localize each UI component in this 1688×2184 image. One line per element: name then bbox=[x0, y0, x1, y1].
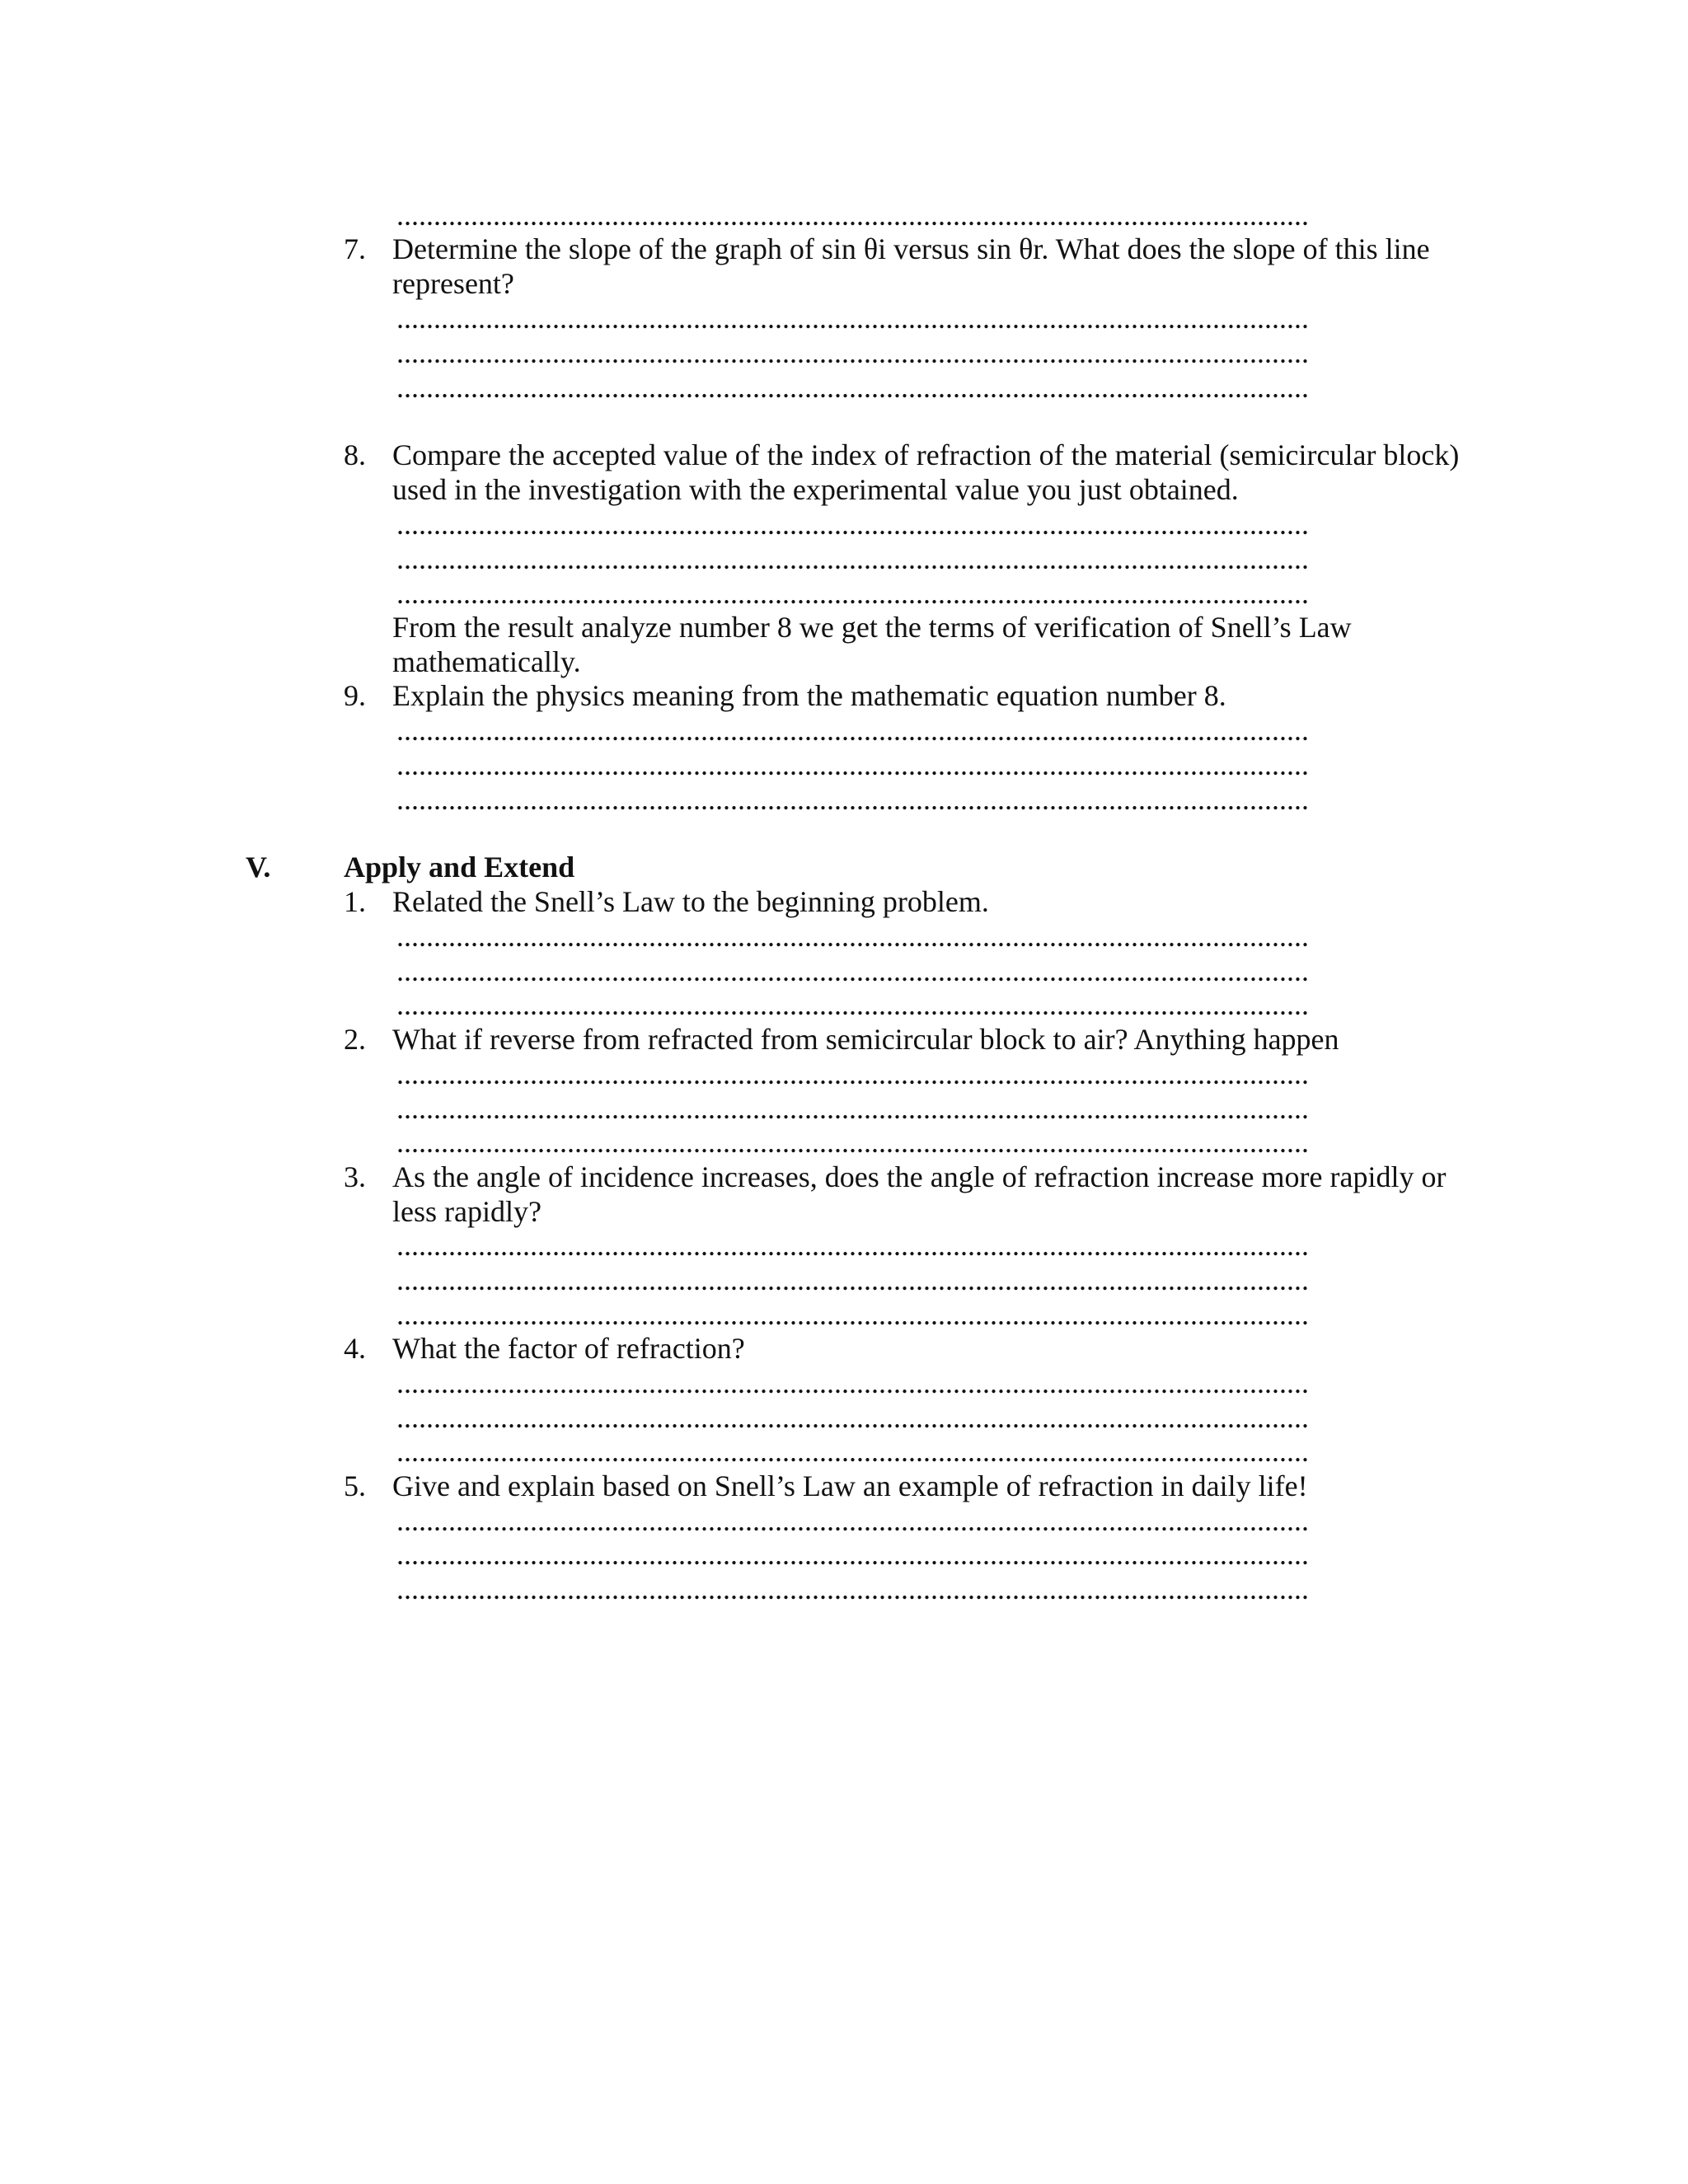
question-text: Give and explain based on Snell’s Law an example of refraction in daily life! bbox=[392, 1469, 1308, 1502]
question-number: 5. bbox=[344, 1469, 366, 1502]
answer-line: ........................................................................................................................... bbox=[396, 1504, 1309, 1537]
question-text: As the angle of incidence increases, does the angle of refraction increase more rapidly or bbox=[392, 1160, 1447, 1193]
verification-note-cont: mathematically. bbox=[392, 645, 581, 678]
answer-line: ........................................................................................................................... bbox=[396, 920, 1309, 953]
section-heading: Apply and Extend bbox=[344, 851, 575, 883]
question-9-number: 9. bbox=[344, 679, 366, 712]
question-text: What if reverse from refracted from semicircular block to air? Anything happen bbox=[392, 1023, 1339, 1056]
answer-line: ........................................................................................................................... bbox=[396, 1538, 1309, 1571]
answer-line: ........................................................................................................................... bbox=[396, 336, 1309, 369]
answer-line: ........................................................................................................................... bbox=[396, 1572, 1309, 1605]
question-7-text: Determine the slope of the graph of sin θi versus sin θr. What does the slope of this line bbox=[392, 232, 1430, 265]
question-8-text-cont: used in the investigation with the experimental value you just obtained. bbox=[392, 473, 1239, 506]
question-7-number: 7. bbox=[344, 232, 366, 265]
answer-line: ........................................................................................................................... bbox=[396, 1092, 1309, 1125]
answer-line: ........................................................................................................................... bbox=[396, 1229, 1309, 1262]
answer-line: ........................................................................................................................... bbox=[396, 748, 1309, 781]
question-number: 3. bbox=[344, 1160, 366, 1193]
answer-line: ........................................................................................................................... bbox=[396, 577, 1309, 610]
answer-line: ........................................................................................................................... bbox=[396, 1401, 1309, 1434]
answer-line: ........................................................................................................................... bbox=[396, 1435, 1309, 1468]
answer-line: ........................................................................................................................... bbox=[396, 199, 1309, 232]
verification-note: From the result analyze number 8 we get the terms of verification of Snell’s Law bbox=[392, 611, 1352, 644]
answer-line: ........................................................................................................................... bbox=[396, 783, 1309, 816]
question-8-text: Compare the accepted value of the index of refraction of the material (semicircular block) bbox=[392, 438, 1460, 471]
question-7-text-cont: represent? bbox=[392, 267, 514, 300]
answer-line: ........................................................................................................................... bbox=[396, 508, 1309, 541]
answer-line: ........................................................................................................................... bbox=[396, 1263, 1309, 1296]
answer-line: ........................................................................................................................... bbox=[396, 302, 1309, 335]
question-text: What the factor of refraction? bbox=[392, 1332, 745, 1365]
answer-line: ........................................................................................................................... bbox=[396, 1126, 1309, 1159]
question-8-number: 8. bbox=[344, 438, 366, 471]
question-text-cont: less rapidly? bbox=[392, 1195, 542, 1228]
answer-line: ........................................................................................................................... bbox=[396, 1366, 1309, 1399]
question-number: 4. bbox=[344, 1332, 366, 1365]
question-9-text: Explain the physics meaning from the mathematic equation number 8. bbox=[392, 679, 1226, 712]
answer-line: ........................................................................................................................... bbox=[396, 371, 1309, 404]
question-text: Related the Snell’s Law to the beginning problem. bbox=[392, 885, 989, 918]
section-numeral: V. bbox=[246, 851, 271, 883]
question-number: 1. bbox=[344, 885, 366, 918]
answer-line: ........................................................................................................................... bbox=[396, 954, 1309, 987]
answer-line: ........................................................................................................................... bbox=[396, 1057, 1309, 1090]
answer-line: ........................................................................................................................... bbox=[396, 714, 1309, 747]
question-number: 2. bbox=[344, 1023, 366, 1056]
answer-line: ........................................................................................................................... bbox=[396, 988, 1309, 1021]
answer-line: ........................................................................................................................... bbox=[396, 1298, 1309, 1331]
answer-line: ........................................................................................................................... bbox=[396, 542, 1309, 575]
